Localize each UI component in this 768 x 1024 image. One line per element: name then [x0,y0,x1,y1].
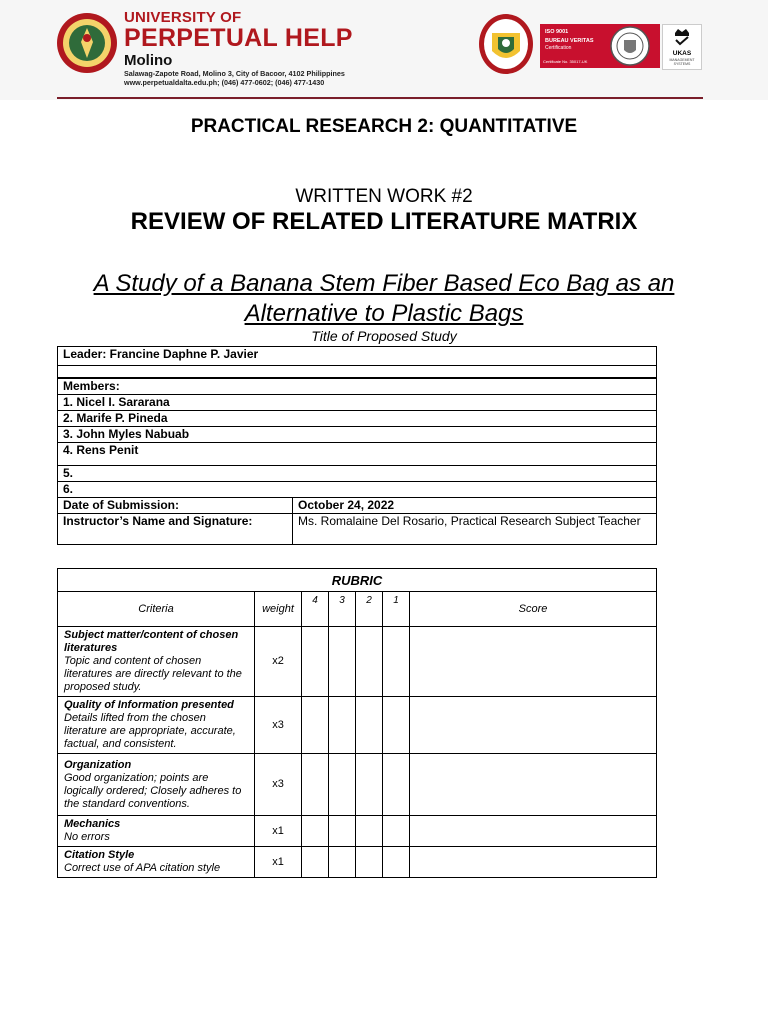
university-line2: PERPETUAL HELP [124,24,353,52]
score-cell-2 [356,754,383,816]
score-cell-1 [383,816,410,847]
blank-row [58,366,657,379]
rubric-row [58,816,657,847]
score-cell-1 [383,627,410,697]
crown-check-icon [673,27,691,47]
criterion-name: Citation Style [64,849,135,861]
university-line1: UNIVERSITY OF [124,9,242,26]
criterion-weight: x2 [255,627,302,697]
score-cell-2 [356,847,383,878]
score-cell-3 [329,697,356,754]
cert-sub: Certification [545,45,572,51]
criterion-name: Subject matter/content of chosen literatures [64,629,239,654]
criterion-desc: Correct use of APA citation style [64,862,221,874]
campus-address: Salawag-Zapote Road, Molino 3, City of Bacoor, 4102 Philippines [124,69,345,78]
score-cell [410,816,657,847]
date-value: October 24, 2022 [293,498,657,514]
level-3-header: 3 [329,592,356,627]
course-title: PRACTICAL RESEARCH 2: QUANTITATIVE [190,116,578,137]
score-cell-1 [383,754,410,816]
criterion-desc: Topic and content of chosen literatures are directly relevant to the proposed study. [64,655,242,693]
header-divider [57,97,703,99]
criterion-desc: No errors [64,831,110,843]
criterion-desc: Good organization; points are logically ordered; Closely adheres to the standard conventions. [64,771,242,810]
criterion-name: Organization [64,758,132,771]
criterion-weight: x1 [255,847,302,878]
criterion-desc: Details lifted from the chosen literature are appropriate, accurate, factual, and consistent. [64,712,236,750]
level-1-header: 1 [383,592,410,627]
cert-name: BUREAU VERITAS [545,38,594,44]
score-cell-1 [383,697,410,754]
score-cell-2 [356,816,383,847]
rubric-title: RUBRIC [58,569,657,592]
members-label: Members: [58,378,657,395]
score-cell-4 [302,816,329,847]
score-header: Score [410,592,657,627]
criterion-cell [58,697,255,754]
score-cell-2 [356,627,383,697]
score-cell [410,754,657,816]
iso-label: ISO 9001 [545,29,569,35]
score-cell-4 [302,627,329,697]
score-cell [410,847,657,878]
criterion-cell [58,754,255,816]
score-cell-4 [302,754,329,816]
criterion-cell [58,627,255,697]
score-cell [410,627,657,697]
score-cell-4 [302,697,329,754]
rubric-row [58,627,657,697]
criterion-cell [58,847,255,878]
score-cell-2 [356,697,383,754]
work-label: WRITTEN WORK #2 [295,186,473,207]
rubric-row [58,754,657,816]
level-4-header: 4 [302,592,329,627]
score-cell-3 [329,754,356,816]
study-title: A Study of a Banana Stem Fiber Based Eco Bag as an Alternative to Plastic Bags [93,270,675,327]
cert-number: Certificate No. 35017-UK [543,59,588,64]
campus-name: Molino [124,52,173,69]
score-cell-3 [329,627,356,697]
university-seal-icon [56,12,118,74]
ukas-sub: MANAGEMENT SYSTEMS [669,58,695,66]
study-caption: Title of Proposed Study [311,328,457,344]
instructor-label: Instructor’s Name and Signature: [58,514,293,545]
date-label: Date of Submission: [58,498,293,514]
criterion-weight: x1 [255,816,302,847]
criterion-cell [58,816,255,847]
criterion-name: Mechanics [64,818,121,830]
score-cell-3 [329,847,356,878]
matrix-title: REVIEW OF RELATED LITERATURE MATRIX [130,208,638,235]
group-info-table [57,346,657,545]
member-6: 6. [58,482,657,498]
score-cell [410,697,657,754]
criterion-name: Quality of Information presented [64,699,234,711]
member-4: 4. Rens Penit [58,443,657,466]
instructor-value: Ms. Romalaine Del Rosario, Practical Research Subject Teacher [293,514,657,545]
school-seal-icon [478,13,534,75]
bureau-veritas-seal-icon [610,26,650,66]
criteria-header: Criteria [58,592,255,627]
letterhead [0,0,768,100]
university-name [124,10,353,86]
member-3: 3. John Myles Nabuab [58,427,657,443]
score-cell-1 [383,847,410,878]
campus-contact: www.perpetualdalta.edu.ph; (046) 477-0602; (046) 477-1430 [124,78,325,88]
level-2-header: 2 [356,592,383,627]
member-1: 1. Nicel I. Sararana [58,395,657,411]
criterion-weight: x3 [255,754,302,816]
leader-cell: Leader: Francine Daphne P. Javier [58,347,657,366]
member-2: 2. Marife P. Pineda [58,411,657,427]
member-5: 5. [58,466,657,482]
weight-header: weight [255,592,302,627]
score-cell-4 [302,847,329,878]
ukas-badge [662,24,702,70]
ukas-label: UKAS [672,50,692,57]
criterion-weight: x3 [255,697,302,754]
rubric-row [58,697,657,754]
rubric-row [58,847,657,878]
rubric-table [57,568,657,878]
score-cell-3 [329,816,356,847]
